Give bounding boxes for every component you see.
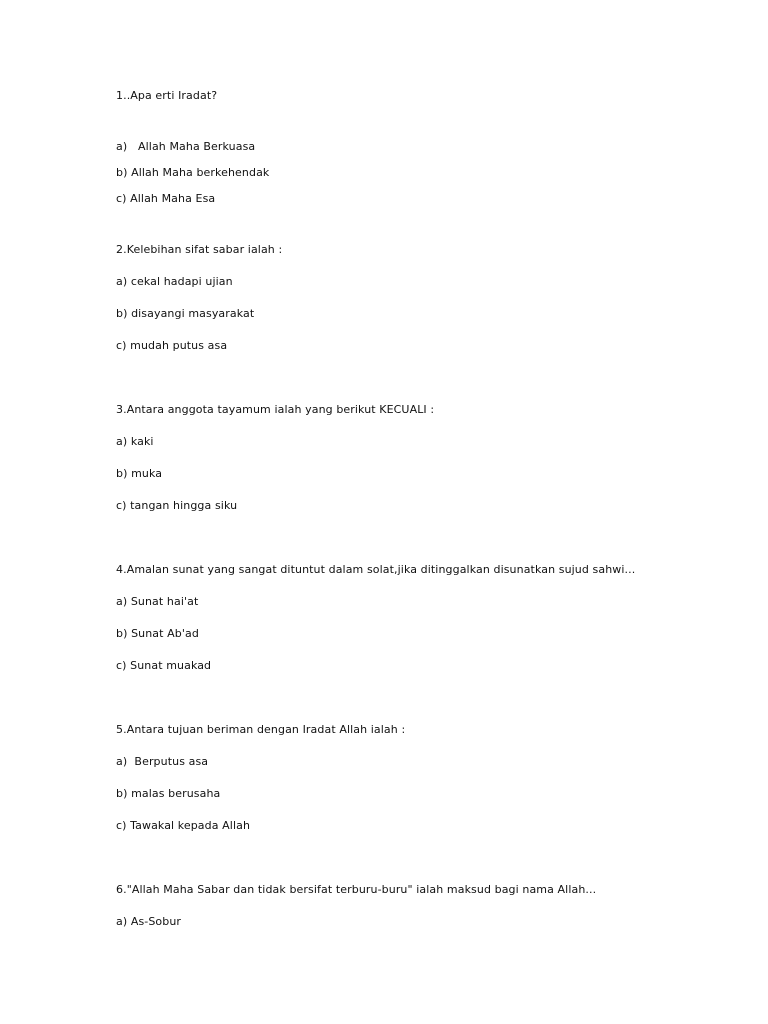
question-3-option-a: a) kaki: [116, 435, 154, 448]
question-6-option-a: a) As-Sobur: [116, 915, 182, 928]
question-2-text: 2.Kelebihan sifat sabar ialah :: [116, 243, 283, 256]
question-4-option-b: b) Sunat Ab'ad: [116, 627, 199, 640]
question-1-option-a: a) Allah Maha Berkuasa: [116, 140, 256, 153]
question-3-option-c: c) tangan hingga siku: [116, 499, 238, 512]
question-1-option-c: c) Allah Maha Esa: [116, 192, 216, 205]
question-4-option-a: a) Sunat hai'at: [116, 595, 199, 608]
question-2-option-b: b) disayangi masyarakat: [116, 307, 255, 320]
question-3-text: 3.Antara anggota tayamum ialah yang berikut KECUALI :: [116, 403, 435, 416]
question-5-option-a: a) Berputus asa: [116, 755, 209, 768]
question-4-option-c: c) Sunat muakad: [116, 659, 212, 672]
question-1-text: 1..Apa erti Iradat?: [116, 89, 218, 102]
question-2-option-a: a) cekal hadapi ujian: [116, 275, 233, 288]
question-3-option-b: b) muka: [116, 467, 163, 480]
question-5-text: 5.Antara tujuan beriman dengan Iradat Allah ialah :: [116, 723, 406, 736]
question-4-text: 4.Amalan sunat yang sangat dituntut dalam solat,jika ditinggalkan disunatkan sujud sahwi...: [116, 563, 636, 576]
question-5-option-c: c) Tawakal kepada Allah: [116, 819, 251, 832]
question-1-option-b: b) Allah Maha berkehendak: [116, 166, 270, 179]
question-5-option-b: b) malas berusaha: [116, 787, 221, 800]
question-2-option-c: c) mudah putus asa: [116, 339, 228, 352]
question-6-text: 6."Allah Maha Sabar dan tidak bersifat terburu-buru" ialah maksud bagi nama Allah...: [116, 883, 597, 896]
